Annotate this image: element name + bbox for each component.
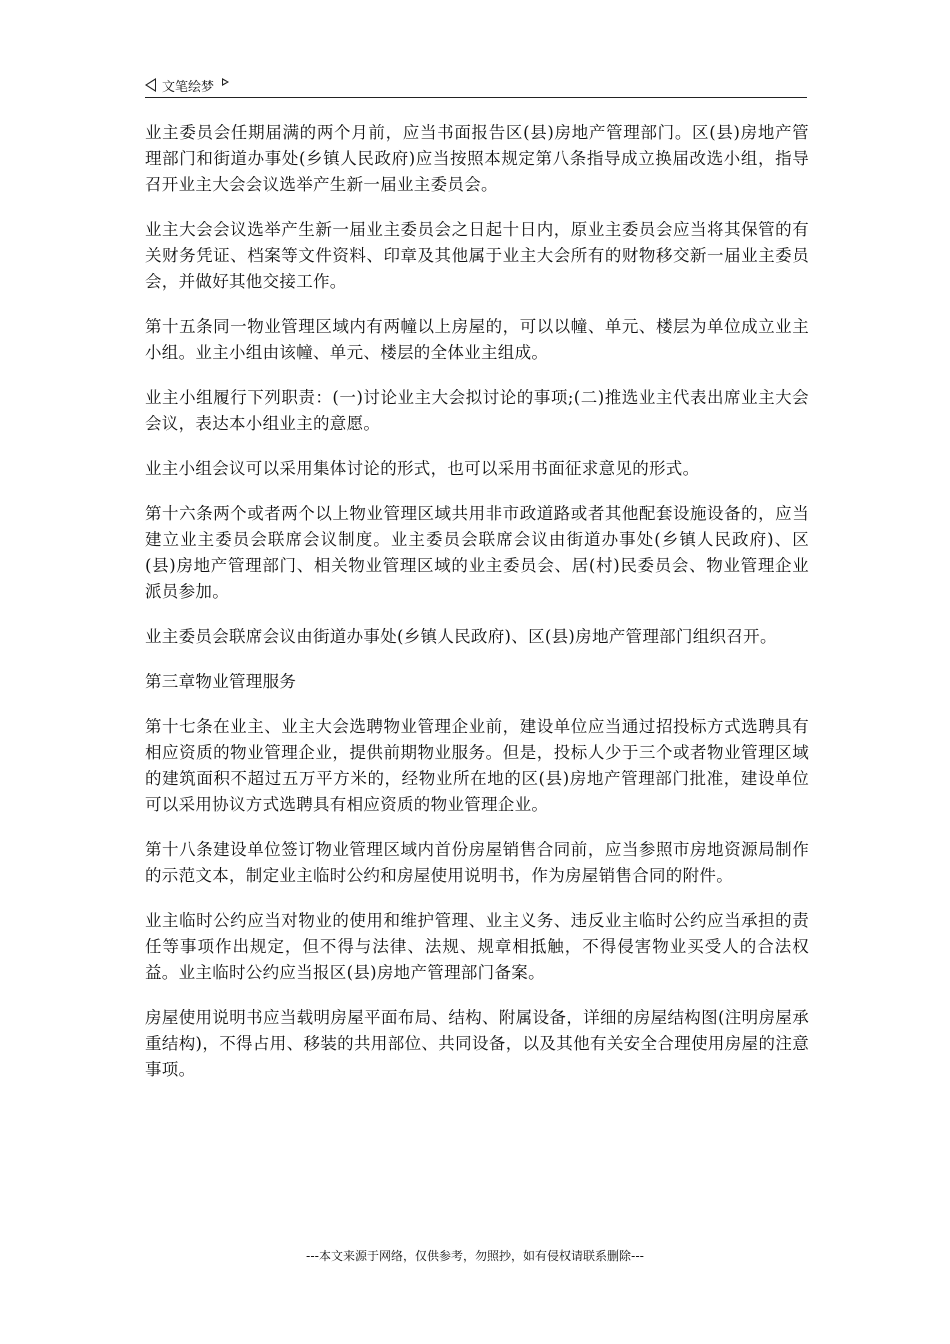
page-header [145,74,807,96]
document-body [145,120,809,1102]
paragraph: 第十七条在业主、业主大会选聘物业管理企业前，建设单位应当通过招投标方式选聘具有相应资质的物业管理企业，提供前期物业服务。但是，投标人少于三个或者物业管理区域的建筑面积不超过五万平方米的，经物业所在地的区(县)房地产管理部门批准，建设单位可以采用协议方式选聘具有相应资质的物业管理企业。 [145,717,809,814]
paragraph: 业主临时公约应当对物业的使用和维护管理、业主义务、违反业主临时公约应当承担的责任等事项作出规定，但不得与法律、法规、规章相抵触，不得侵害物业买受人的合法权益。业主临时公约应当报区(县)房地产管理部门备案。 [145,911,809,982]
paragraph: 房屋使用说明书应当载明房屋平面布局、结构、附属设备，详细的房屋结构图(注明房屋承重结构)，不得占用、移装的共用部位、共同设备，以及其他有关安全合理使用房屋的注意事项。 [145,1008,809,1079]
paragraph: 第十六条两个或者两个以上物业管理区域共用非市政道路或者其他配套设施设备的，应当建立业主委员会联席会议制度。业主委员会联席会议由街道办事处(乡镇人民政府)、区(县)房地产管理部门、相关物业管理区域的业主委员会、居(村)民委员会、物业管理企业派员参加。 [145,504,809,601]
paragraph: 业主委员会联席会议由街道办事处(乡镇人民政府)、区(县)房地产管理部门组织召开。 [145,627,777,646]
paragraph: 业主小组会议可以采用集体讨论的形式，也可以采用书面征求意见的形式。 [145,459,700,478]
triangle-left-icon [145,78,156,92]
header-divider [145,97,807,98]
chapter-heading: 第三章物业管理服务 [145,672,297,691]
paragraph: 业主委员会任期届满的两个月前，应当书面报告区(县)房地产管理部门。区(县)房地产管理部门和街道办事处(乡镇人民政府)应当按照本规定第八条指导成立换届改选小组，指导召开业主大会会议选举产生新一届业主委员会。 [145,123,809,194]
footer-notice: ---本文来源于网络，仅供参考，勿照抄，如有侵权请联系删除--- [306,1249,644,1263]
brand-label: 文笔绘梦 [162,79,215,95]
paragraph: 第十八条建设单位签订物业管理区域内首份房屋销售合同前，应当参照市房地资源局制作的示范文本，制定业主临时公约和房屋使用说明书，作为房屋销售合同的附件。 [145,840,809,885]
paragraph: 业主小组履行下列职责：(一)讨论业主大会拟讨论的事项;(二)推选业主代表出席业主大会会议，表达本小组业主的意愿。 [145,388,809,433]
paragraph: 业主大会会议选举产生新一届业主委员会之日起十日内，原业主委员会应当将其保管的有关财务凭证、档案等文件资料、印章及其他属于业主大会所有的财物移交新一届业主委员会，并做好其他交接工作。 [145,220,809,291]
triangle-right-icon [222,78,229,86]
paragraph: 第十五条同一物业管理区域内有两幢以上房屋的，可以以幢、单元、楼层为单位成立业主小组。业主小组由该幢、单元、楼层的全体业主组成。 [145,317,809,362]
